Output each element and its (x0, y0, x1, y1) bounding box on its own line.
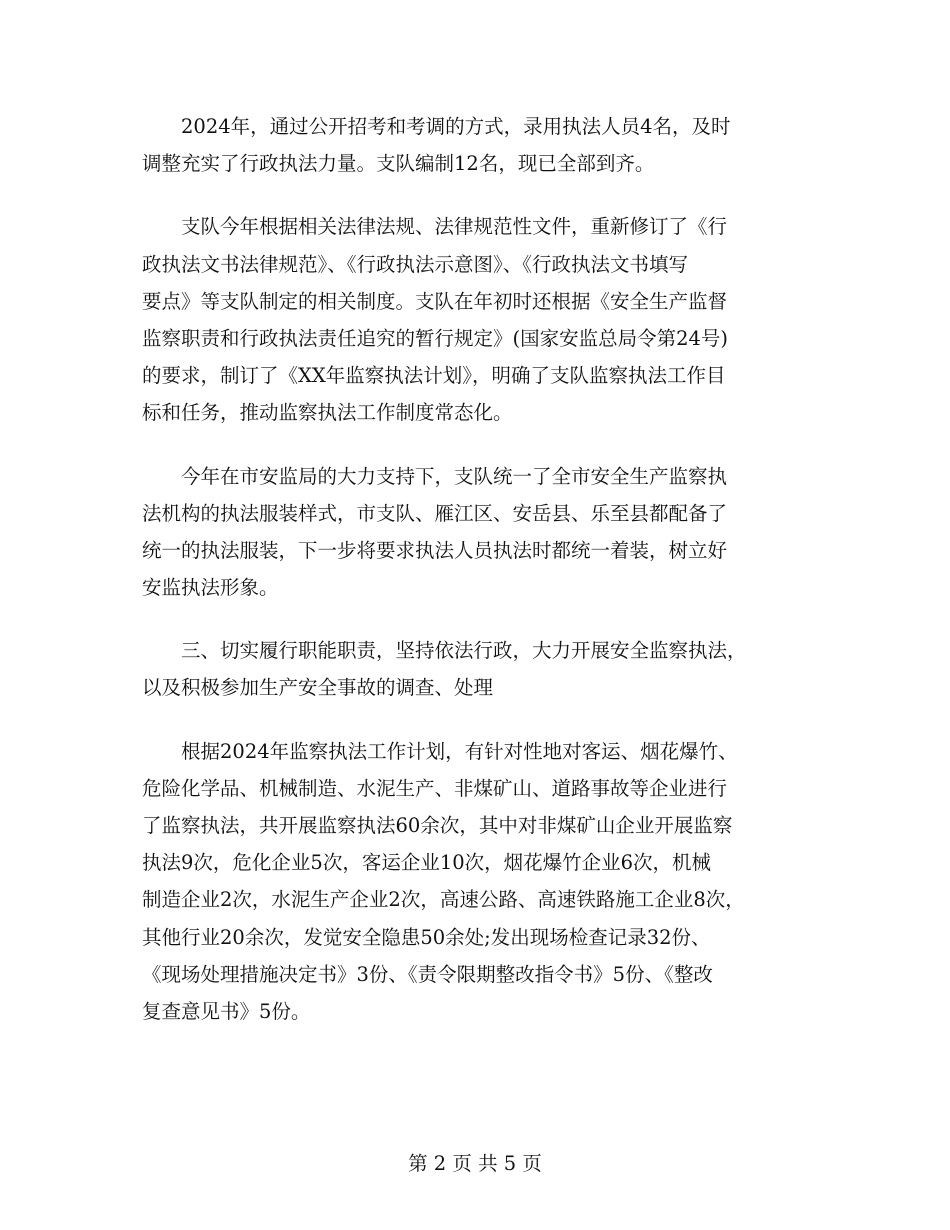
text-line: 了监察执法，共开展监察执法60余次，其中对非煤矿山企业开展监察 (142, 814, 733, 837)
paragraph-2 (142, 208, 832, 431)
text-line: 其他行业20余次，发觉安全隐患50余处;发出现场检查记录32份、 (142, 925, 711, 949)
text-line: 监察职责和行政执法责任追究的暂行规定》(国家安监总局令第24号) (142, 326, 729, 350)
text-line: 三、切实履行职能职责，坚持依法行政，大力开展安全监察执法， (181, 639, 747, 663)
text-line: 要点》等支队制定的相关制度。支队在年初时还根据《安全生产监督 (142, 289, 728, 313)
text-line: 法机构的执法服装样式，市支队、雁江区、安岳县、乐至县都配备了 (142, 501, 728, 525)
text-line: 今年在市安监局的大力支持下，支队统一了全市安全生产监察执 (181, 464, 728, 488)
text-line: 的要求，制订了《XX年监察执法计划》，明确了支队监察执法工作目 (142, 364, 726, 388)
text-line: 支队今年根据相关法律法规、法律规范性文件，重新修订了《行 (181, 215, 728, 239)
text-line: 安监执法形象。 (142, 576, 279, 600)
page-number-footer: 第 2 页 共 5 页 (408, 1152, 542, 1175)
paragraph-3 (142, 458, 832, 607)
text-line: 统一的执法服装，下一步将要求执法人员执法时都统一着装，树立好 (142, 538, 728, 562)
text-line: 2024年，通过公开招考和考调的方式，录用执法人员4名，及时 (181, 115, 731, 138)
text-line: 以及积极参加生产安全事故的调查、处理 (142, 676, 494, 700)
section-heading (142, 632, 832, 706)
text-line: 标和任务，推动监察执法工作制度常态化。 (142, 401, 513, 425)
text-line: 制造企业2次，水泥生产企业2次，高速公路、高速铁路施工企业8次， (142, 888, 745, 912)
text-line: 《现场处理措施决定书》3份、《责令限期整改指令书》5份、《整改 (142, 962, 713, 986)
text-line: 执法9次，危化企业5次，客运企业10次，烟花爆竹企业6次，机械 (142, 851, 712, 875)
text-line: 复查意见书》5份。 (142, 999, 311, 1023)
text-line: 危险化学品、机械制造、水泥生产、非煤矿山、道路事故等企业进行 (142, 776, 728, 800)
paragraph-5 (142, 733, 832, 1031)
text-line: 根据2024年监察执法工作计划，有针对性地对客运、烟花爆竹、 (181, 739, 738, 763)
paragraph-1 (142, 108, 832, 182)
text-line: 调整充实了行政执法力量。支队编制12名，现已全部到齐。 (142, 152, 655, 176)
text-line: 政执法文书法律规范》、《行政执法示意图》、《行政执法文书填写 (142, 252, 689, 276)
document-body (142, 108, 832, 1056)
